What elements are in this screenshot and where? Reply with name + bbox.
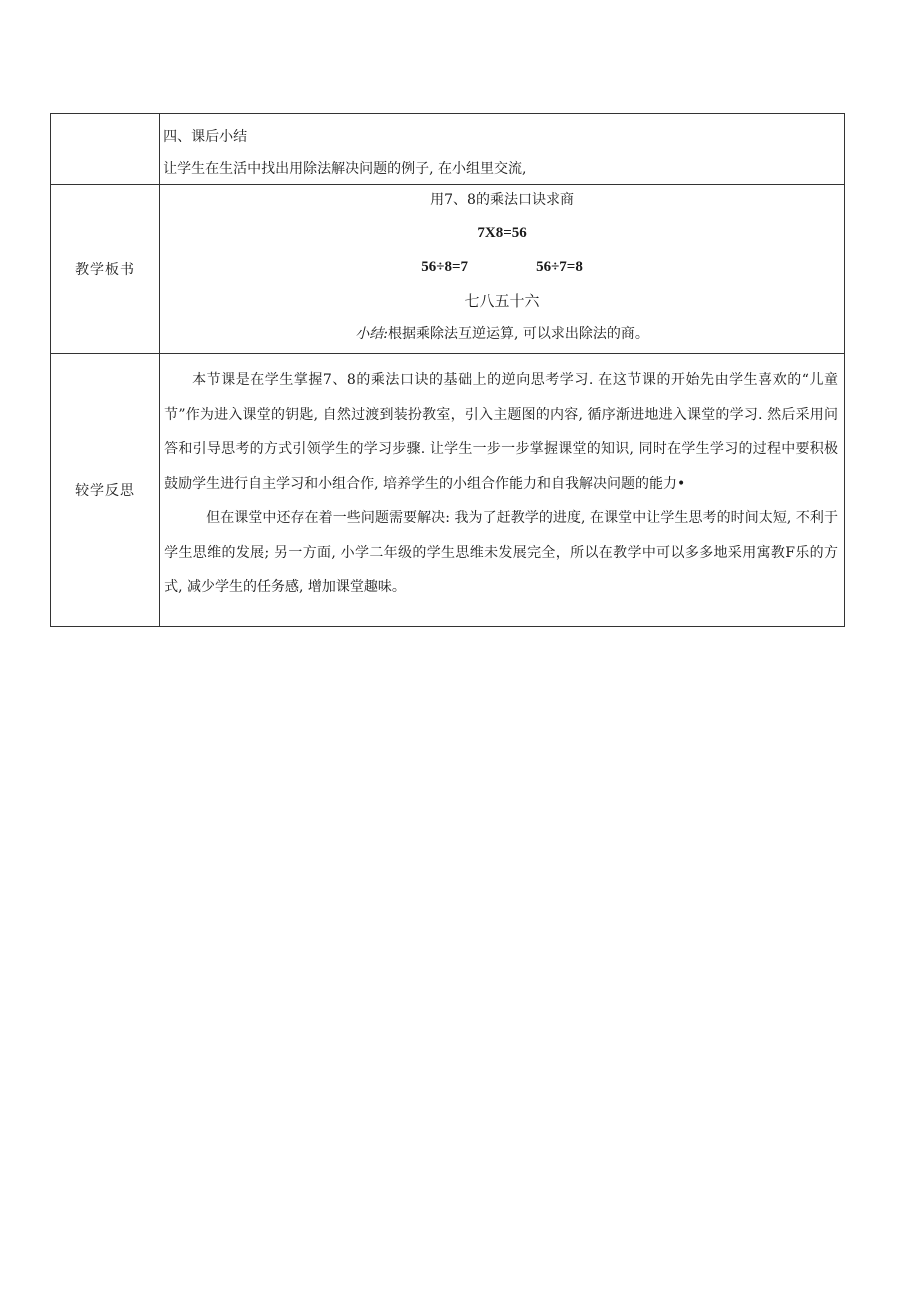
summary-section-title: 四、课后小结 [163,129,248,145]
board-row [51,185,845,354]
reflection-paragraph-2: 但在课堂中还存在着一些问题需要解决: 我为了赶教学的进度, 在课堂中让学生思考的时间太短, 不利于学生思维的发展; 另一方面, 小学二年级的学生思维未发展完全，所以在教学中可以多多地采用寓教F乐的方式, 减少学生的任务感, 增加课堂趣味。 [164,510,838,595]
blackboard-layout [160,185,844,353]
board-heading: 用7、8的乘法口诀求商 [430,192,574,208]
board-label: 教学板书 [51,185,160,354]
board-multiplication-equation: 7X8=56 [477,225,527,241]
board-summary-label: 小结: [355,326,388,342]
summary-label-cell [51,114,160,185]
board-division-equation-1: 56÷8=7 [421,259,469,275]
summary-section-text: 让学生在生活中找出用除法解决问题的例子, 在小组里交流, [163,161,527,177]
reflection-label: 较学反思 [51,354,160,627]
summary-row [51,114,845,185]
lesson-plan-table [50,113,845,627]
summary-content-cell [160,114,845,185]
reflection-row [51,354,845,627]
board-summary [160,324,844,344]
reflection-content-cell [160,354,845,627]
reflection-paragraph-1: 本节课是在学生掌握7、8的乘法口诀的基础上的逆向思考学习. 在这节课的开始先由学生喜欢的“儿童节”作为进入课堂的钥匙, 自然过渡到装扮教室，引入主题图的内容, 循序渐进地进入课堂的学习. 然后采用问答和引导思考的方式引领学生的学习步骤. 让学生一步一步掌握课堂的知识, 同时在学生学习的过程中要积极鼓励学生进行自主学习和小组合作, 培养学生的小组合作能力和自我解决问题的能力• [164,372,838,492]
board-mnemonic: 七八五十六 [464,292,540,310]
board-summary-text: 根据乘除法互逆运算, 可以求出除法的商。 [387,326,649,342]
board-content-cell [160,185,845,354]
reflection-body [160,354,844,605]
board-division-equations [160,257,844,277]
board-division-equation-2: 56÷7=8 [536,259,583,275]
